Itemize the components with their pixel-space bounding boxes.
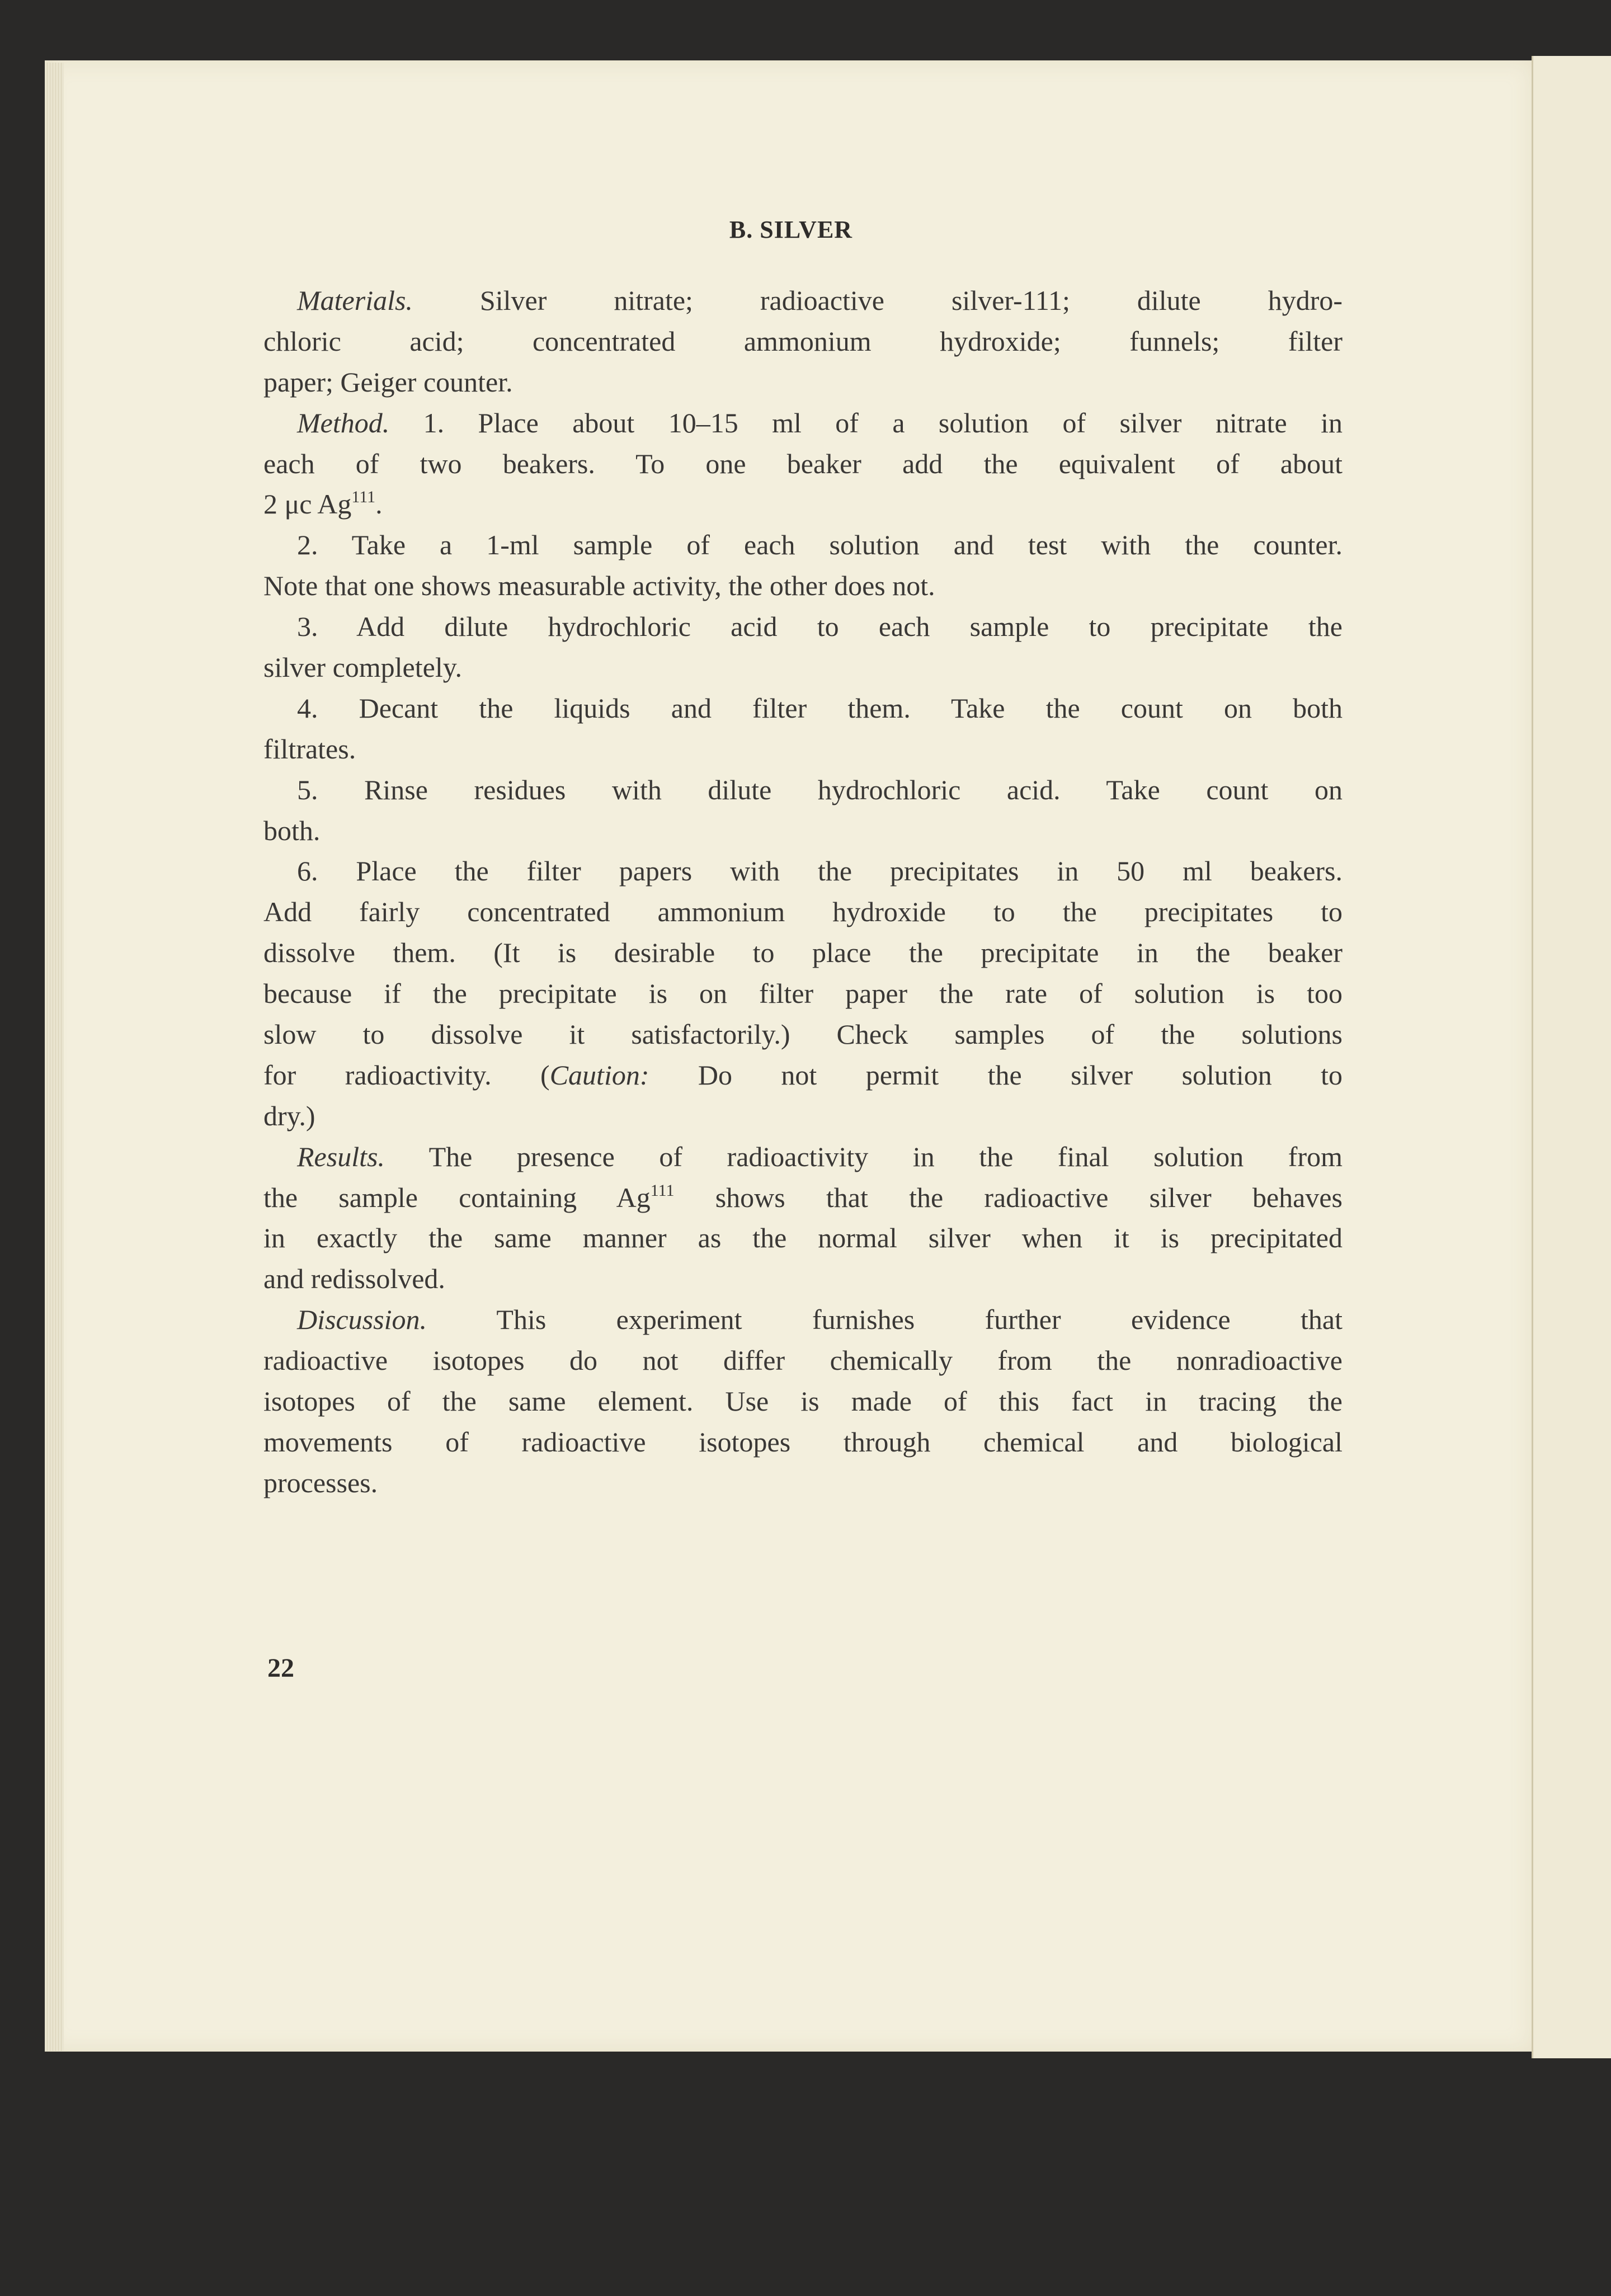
text-run: processes. xyxy=(263,1467,378,1498)
text-line xyxy=(263,1340,1342,1381)
text-run: . xyxy=(375,488,383,520)
text-line xyxy=(263,810,1342,851)
text-line xyxy=(263,565,1342,606)
text-line xyxy=(263,362,1342,403)
text-run: movements of radioactive isotopes through chemical and biological xyxy=(263,1426,1342,1458)
text-line xyxy=(263,1258,1342,1299)
text-run: slow to dissolve it satisfactorily.) Check samples of the solutions xyxy=(263,1019,1342,1050)
text-line xyxy=(263,729,1342,770)
text-line xyxy=(263,1177,1342,1218)
text-run: Note that one shows measurable activity, the other does not. xyxy=(263,570,935,602)
text-run: silver completely. xyxy=(263,652,462,683)
text-run: chloric acid; concentrated ammonium hydroxide; funnels; filter xyxy=(263,325,1342,357)
text-line xyxy=(263,851,1342,892)
text-run: for radioactivity. ( xyxy=(263,1059,550,1091)
italic-run: Results. xyxy=(297,1140,385,1172)
text-line xyxy=(263,403,1342,444)
text-run: 2 μc Ag xyxy=(263,488,352,520)
text-run: paper; Geiger counter. xyxy=(263,366,513,398)
text-line xyxy=(263,1299,1342,1340)
italic-run: Method. xyxy=(297,407,390,439)
text-line xyxy=(263,892,1342,932)
text-run: and redissolved. xyxy=(263,1263,445,1295)
section-heading xyxy=(0,215,1611,244)
text-line xyxy=(263,606,1342,647)
superscript: 111 xyxy=(650,1181,675,1200)
text-line xyxy=(263,1463,1342,1503)
section-heading-text: B. SILVER xyxy=(729,216,853,243)
text-line xyxy=(263,1422,1342,1463)
facing-page-edge xyxy=(1532,56,1611,2058)
text-line xyxy=(263,647,1342,688)
text-run: each of two beakers. To one beaker add the equivalent of about xyxy=(263,447,1342,479)
body-text xyxy=(263,280,1342,1503)
text-run: dissolve them. (It is desirable to place the precipitate in the beaker xyxy=(263,937,1342,969)
text-line xyxy=(263,525,1342,565)
text-run: isotopes of the same element. Use is made of this fact in tracing the xyxy=(263,1385,1342,1417)
text-line xyxy=(263,1218,1342,1258)
text-line xyxy=(263,484,1342,525)
text-run: Do not permit the silver solution to xyxy=(649,1059,1342,1091)
text-run: 4. Decant the liquids and filter them. Take the count on both xyxy=(297,692,1342,724)
text-run: the sample containing Ag xyxy=(263,1181,651,1213)
text-run: 5. Rinse residues with dilute hydrochloric acid. Take count on xyxy=(297,774,1342,805)
text-line xyxy=(263,1055,1342,1096)
text-line xyxy=(263,932,1342,973)
text-line xyxy=(263,1096,1342,1137)
italic-run: Materials. xyxy=(297,285,413,316)
text-run: Silver nitrate; radioactive silver-111; dilute hydro- xyxy=(412,285,1342,316)
text-run: 1. Place about 10–15 ml of a solution of silver nitrate in xyxy=(389,407,1342,439)
text-run: radioactive isotopes do not differ chemically from the nonradioactive xyxy=(263,1345,1342,1376)
text-run: 3. Add dilute hydrochloric acid to each sample to precipitate the xyxy=(297,611,1342,643)
text-line xyxy=(263,321,1342,362)
text-line xyxy=(263,1137,1342,1177)
text-run: Add fairly concentrated ammonium hydroxide to the precipitates to xyxy=(263,896,1342,928)
text-run: dry.) xyxy=(263,1100,315,1132)
text-line xyxy=(263,770,1342,810)
text-run: The presence of radioactivity in the final solution from xyxy=(384,1140,1342,1172)
page-stack-edge xyxy=(45,63,64,2051)
italic-run: Discussion. xyxy=(297,1304,427,1336)
text-line xyxy=(263,444,1342,484)
text-run: shows that the radioactive silver behaves xyxy=(674,1181,1342,1213)
text-run: 2. Take a 1-ml sample of each solution and test with the counter. xyxy=(297,529,1342,561)
text-line xyxy=(263,1381,1342,1422)
text-line xyxy=(263,1014,1342,1055)
text-run: both. xyxy=(263,814,321,846)
text-run: in exactly the same manner as the normal silver when it is precipitated xyxy=(263,1222,1342,1254)
text-line xyxy=(263,688,1342,729)
italic-run: Caution: xyxy=(549,1059,649,1091)
page-number: 22 xyxy=(267,1653,294,1683)
superscript: 111 xyxy=(351,488,376,507)
text-run: because if the precipitate is on filter paper the rate of solution is too xyxy=(263,978,1342,1010)
text-line xyxy=(263,280,1342,321)
text-run: 6. Place the filter papers with the precipitates in 50 ml beakers. xyxy=(297,855,1342,887)
text-line xyxy=(263,973,1342,1014)
text-run: filtrates. xyxy=(263,733,356,765)
text-run: This experiment furnishes further evidence that xyxy=(426,1304,1342,1336)
